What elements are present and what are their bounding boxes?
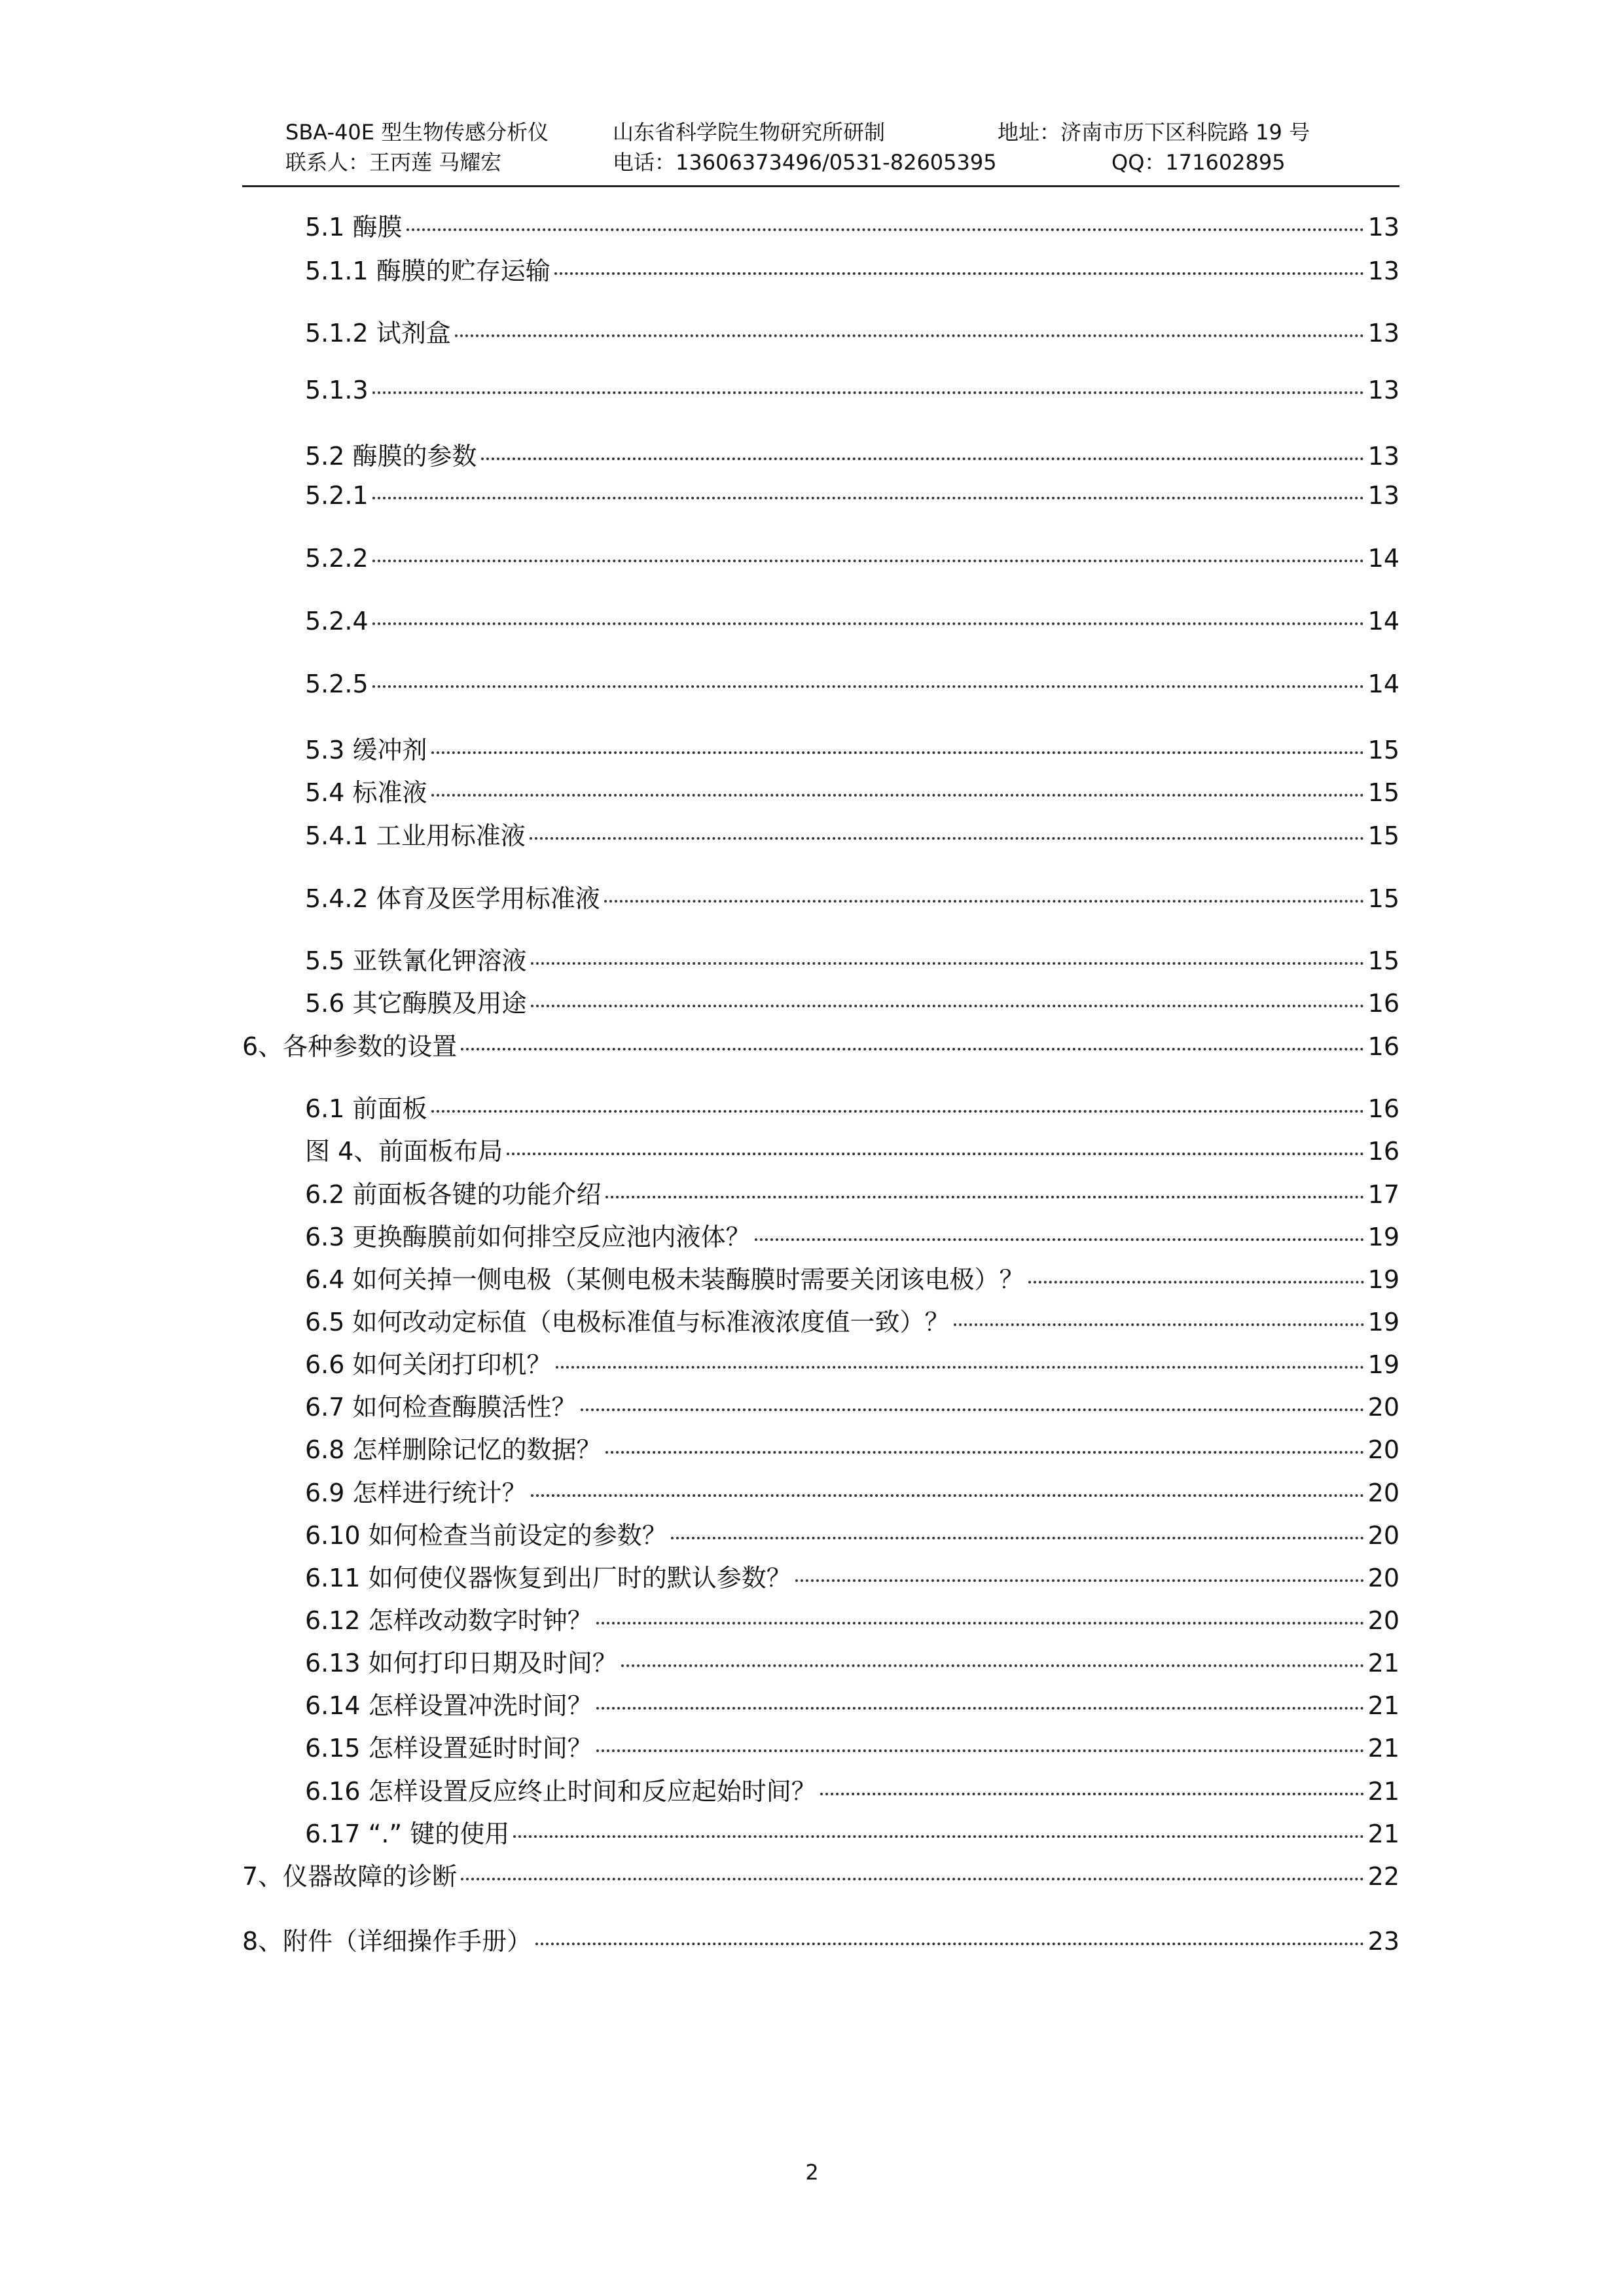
toc-entry-page: 14: [1367, 670, 1399, 698]
toc-entry[interactable]: [305, 730, 1399, 766]
toc-entry-page: 13: [1367, 481, 1399, 510]
toc-entry-label: 6.10 如何检查当前设定的参数？: [305, 1521, 667, 1550]
toc-dot-leader: [455, 334, 1364, 337]
toc-dot-leader: [530, 837, 1364, 840]
toc-entry[interactable]: [242, 1856, 1399, 1892]
toc-dot-leader: [507, 1153, 1363, 1155]
header-institute: 山东省科学院生物研究所研制: [613, 120, 886, 145]
toc-entry-label: 6.11 如何使仪器恢复到出厂时的默认参数？: [305, 1564, 791, 1592]
toc-entry-label: 7、仪器故障的诊断: [242, 1862, 458, 1891]
toc-entry[interactable]: [305, 1771, 1399, 1807]
toc-entry[interactable]: [305, 1643, 1399, 1679]
toc-dot-leader: [795, 1579, 1364, 1582]
toc-dot-leader: [531, 1494, 1364, 1497]
toc-dot-leader: [820, 1793, 1364, 1795]
toc-entry-label: 5.2.4: [305, 607, 369, 636]
toc-dot-leader: [531, 1005, 1364, 1007]
toc-dot-leader: [581, 1408, 1364, 1411]
toc-dot-leader: [461, 1048, 1363, 1050]
toc-dot-leader: [605, 1451, 1364, 1454]
header-phone: 电话：13606373496/0531-82605395: [613, 150, 997, 175]
toc-entry-page: 15: [1367, 736, 1399, 764]
toc-entry-page: 13: [1367, 376, 1399, 404]
toc-dot-leader: [605, 1196, 1364, 1198]
toc-dot-leader: [406, 228, 1364, 231]
toc-entry-page: 20: [1367, 1479, 1399, 1507]
toc-entry-label: 8、附件（详细操作手册）: [242, 1927, 532, 1956]
toc-entry-label: 6.15 怎样设置延时时间？: [305, 1734, 592, 1763]
header-product: SBA-40E 型生物传感分析仪: [285, 120, 549, 145]
toc-dot-leader: [671, 1537, 1364, 1539]
toc-entry-page: 17: [1367, 1180, 1399, 1209]
toc-entry[interactable]: [305, 1814, 1399, 1850]
toc-entry[interactable]: [305, 1302, 1399, 1338]
toc-entry[interactable]: [305, 1600, 1399, 1636]
toc-entry-label: 6.6 如何关闭打印机？: [305, 1350, 552, 1379]
toc-entry-page: 13: [1367, 257, 1399, 285]
toc-dot-leader: [755, 1238, 1364, 1241]
toc-dot-leader: [372, 497, 1364, 499]
toc-dot-leader: [1028, 1281, 1364, 1283]
toc-entry-page: 14: [1367, 607, 1399, 636]
toc-dot-leader: [513, 1835, 1363, 1838]
toc-entry[interactable]: [305, 816, 1399, 852]
toc-entry-page: 13: [1367, 213, 1399, 242]
toc-entry[interactable]: [305, 1217, 1399, 1253]
header-qq: QQ：171602895: [1111, 150, 1286, 175]
toc-dot-leader: [604, 900, 1364, 903]
toc-dot-leader: [431, 794, 1364, 797]
toc-entry[interactable]: [305, 1728, 1399, 1764]
toc-entry-page: 19: [1367, 1350, 1399, 1379]
toc-dot-leader: [431, 751, 1364, 754]
toc-entry-page: 15: [1367, 821, 1399, 850]
toc-dot-leader: [535, 1943, 1363, 1945]
toc-entry-page: 21: [1367, 1777, 1399, 1806]
toc-entry[interactable]: [305, 1344, 1399, 1380]
toc-entry[interactable]: [242, 1026, 1399, 1062]
toc-entry[interactable]: [305, 1685, 1399, 1721]
toc-entry-page: 13: [1367, 442, 1399, 471]
toc-entry-page: 20: [1367, 1435, 1399, 1464]
toc-entry[interactable]: [305, 670, 1399, 698]
toc-entry-label: 6.16 怎样设置反应终止时间和反应起始时间？: [305, 1777, 816, 1806]
toc-entry-label: 5.2.2: [305, 544, 369, 573]
header-contacts: 联系人：王丙莲 马耀宏: [285, 150, 502, 175]
page-header: [242, 111, 1399, 187]
toc-entry[interactable]: [242, 1921, 1399, 1957]
toc-entry-page: 20: [1367, 1606, 1399, 1635]
toc-entry-page: 21: [1367, 1691, 1399, 1720]
toc-entry-label: 6.13 如何打印日期及时间？: [305, 1649, 617, 1677]
toc-entry[interactable]: [305, 436, 1399, 472]
toc-entry-page: 16: [1367, 1094, 1399, 1123]
toc-entry-label: 5.2.5: [305, 670, 369, 698]
toc-entry-label: 6.3 更换酶膜前如何排空反应池内液体？: [305, 1223, 751, 1251]
toc-entry[interactable]: [305, 941, 1399, 977]
toc-entry[interactable]: [305, 1387, 1399, 1423]
toc-entry-page: 15: [1367, 778, 1399, 807]
toc-entry[interactable]: [305, 878, 1399, 914]
toc-entry[interactable]: [305, 544, 1399, 573]
toc-entry-label: 6、各种参数的设置: [242, 1032, 458, 1061]
toc-entry-page: 20: [1367, 1521, 1399, 1550]
toc-entry-label: 6.9 怎样进行统计？: [305, 1479, 527, 1507]
toc-entry[interactable]: [305, 1088, 1399, 1124]
toc-entry-page: 14: [1367, 544, 1399, 573]
toc-entry-label: 6.8 怎样删除记忆的数据？: [305, 1435, 602, 1464]
toc-entry-label: 6.7 如何检查酶膜活性？: [305, 1393, 577, 1422]
toc-entry[interactable]: [305, 1515, 1399, 1551]
toc-entry-label: 5.5 亚铁氰化钾溶液: [305, 946, 527, 975]
toc-entry[interactable]: [305, 313, 1399, 349]
toc-dot-leader: [481, 457, 1364, 460]
toc-entry-label: 5.1.2 试剂盒: [305, 319, 451, 348]
toc-entry[interactable]: [305, 481, 1399, 510]
header-divider: [242, 185, 1399, 187]
toc-entry-label: 5.6 其它酶膜及用途: [305, 989, 527, 1018]
toc-entry-page: 19: [1367, 1223, 1399, 1251]
toc-entry-label: 6.1 前面板: [305, 1094, 427, 1123]
toc-entry-label: 5.4 标准液: [305, 778, 427, 807]
toc-entry-page: 20: [1367, 1393, 1399, 1422]
toc-entry[interactable]: [305, 1558, 1399, 1594]
toc-dot-leader: [372, 685, 1364, 688]
toc-dot-leader: [554, 272, 1364, 275]
toc-entry-label: 图 4、前面板布局: [305, 1137, 503, 1166]
toc-entry-label: 5.3 缓冲剂: [305, 736, 427, 764]
toc-dot-leader: [954, 1323, 1364, 1326]
toc-entry-page: 16: [1367, 1032, 1399, 1061]
toc-entry-page: 19: [1367, 1265, 1399, 1294]
toc-entry-page: 16: [1367, 1137, 1399, 1166]
toc-entry-label: 5.2.1: [305, 481, 369, 510]
toc-dot-leader: [556, 1366, 1364, 1369]
toc-entry-label: 5.1.1 酶膜的贮存运输: [305, 257, 550, 285]
toc-dot-leader: [531, 962, 1364, 965]
toc-entry[interactable]: [305, 1174, 1399, 1210]
toc-dot-leader: [431, 1110, 1364, 1113]
toc-entry[interactable]: [305, 772, 1399, 808]
toc-entry-label: 6.17 “.” 键的使用: [305, 1820, 510, 1848]
toc-entry-label: 5.4.1 工业用标准液: [305, 821, 526, 850]
toc-entry[interactable]: [305, 1131, 1399, 1167]
toc-entry[interactable]: [305, 207, 1399, 243]
toc-entry-label: 6.4 如何关掉一侧电极（某侧电极未装酶膜时需要关闭该电极）？: [305, 1265, 1024, 1294]
toc-entry-page: 23: [1367, 1927, 1399, 1956]
toc-entry-page: 16: [1367, 989, 1399, 1018]
toc-entry-label: 5.1.3: [305, 376, 369, 404]
toc-entry[interactable]: [305, 1473, 1399, 1509]
toc-entry[interactable]: [305, 607, 1399, 636]
toc-dot-leader: [372, 391, 1364, 394]
toc-entry-page: 15: [1367, 884, 1399, 913]
toc-dot-leader: [621, 1664, 1364, 1667]
toc-entry-page: 15: [1367, 946, 1399, 975]
toc-dot-leader: [596, 1749, 1364, 1752]
toc-entry-label: 6.12 怎样改动数字时钟？: [305, 1606, 592, 1635]
toc-entry-page: 21: [1367, 1820, 1399, 1848]
toc-entry-label: 6.2 前面板各键的功能介绍: [305, 1180, 602, 1209]
toc-entry-page: 21: [1367, 1734, 1399, 1763]
toc-entry-label: 6.5 如何改动定标值（电极标准值与标准液浓度值一致）？: [305, 1308, 950, 1336]
toc-dot-leader: [372, 622, 1364, 625]
toc-entry[interactable]: [305, 1429, 1399, 1465]
toc-entry-label: 6.14 怎样设置冲洗时间？: [305, 1691, 592, 1720]
toc-entry-page: 22: [1367, 1862, 1399, 1891]
toc-entry[interactable]: [305, 251, 1399, 287]
toc-entry-page: 20: [1367, 1564, 1399, 1592]
toc-entry-label: 5.2 酶膜的参数: [305, 442, 477, 471]
toc-dot-leader: [372, 560, 1364, 562]
toc-dot-leader: [596, 1622, 1364, 1624]
toc-entry-page: 21: [1367, 1649, 1399, 1677]
toc-entry[interactable]: [305, 983, 1399, 1019]
toc-entry[interactable]: [305, 1259, 1399, 1295]
page-number: 2: [805, 2160, 819, 2185]
toc-entry-page: 19: [1367, 1308, 1399, 1336]
toc-entry-page: 13: [1367, 319, 1399, 348]
toc-dot-leader: [461, 1878, 1363, 1880]
toc-entry-label: 5.4.2 体育及医学用标准液: [305, 884, 600, 913]
header-address: 地址：济南市历下区科院路 19 号: [998, 120, 1310, 145]
toc-dot-leader: [596, 1707, 1364, 1710]
toc-entry[interactable]: [305, 376, 1399, 404]
toc-entry-label: 5.1 酶膜: [305, 213, 403, 242]
